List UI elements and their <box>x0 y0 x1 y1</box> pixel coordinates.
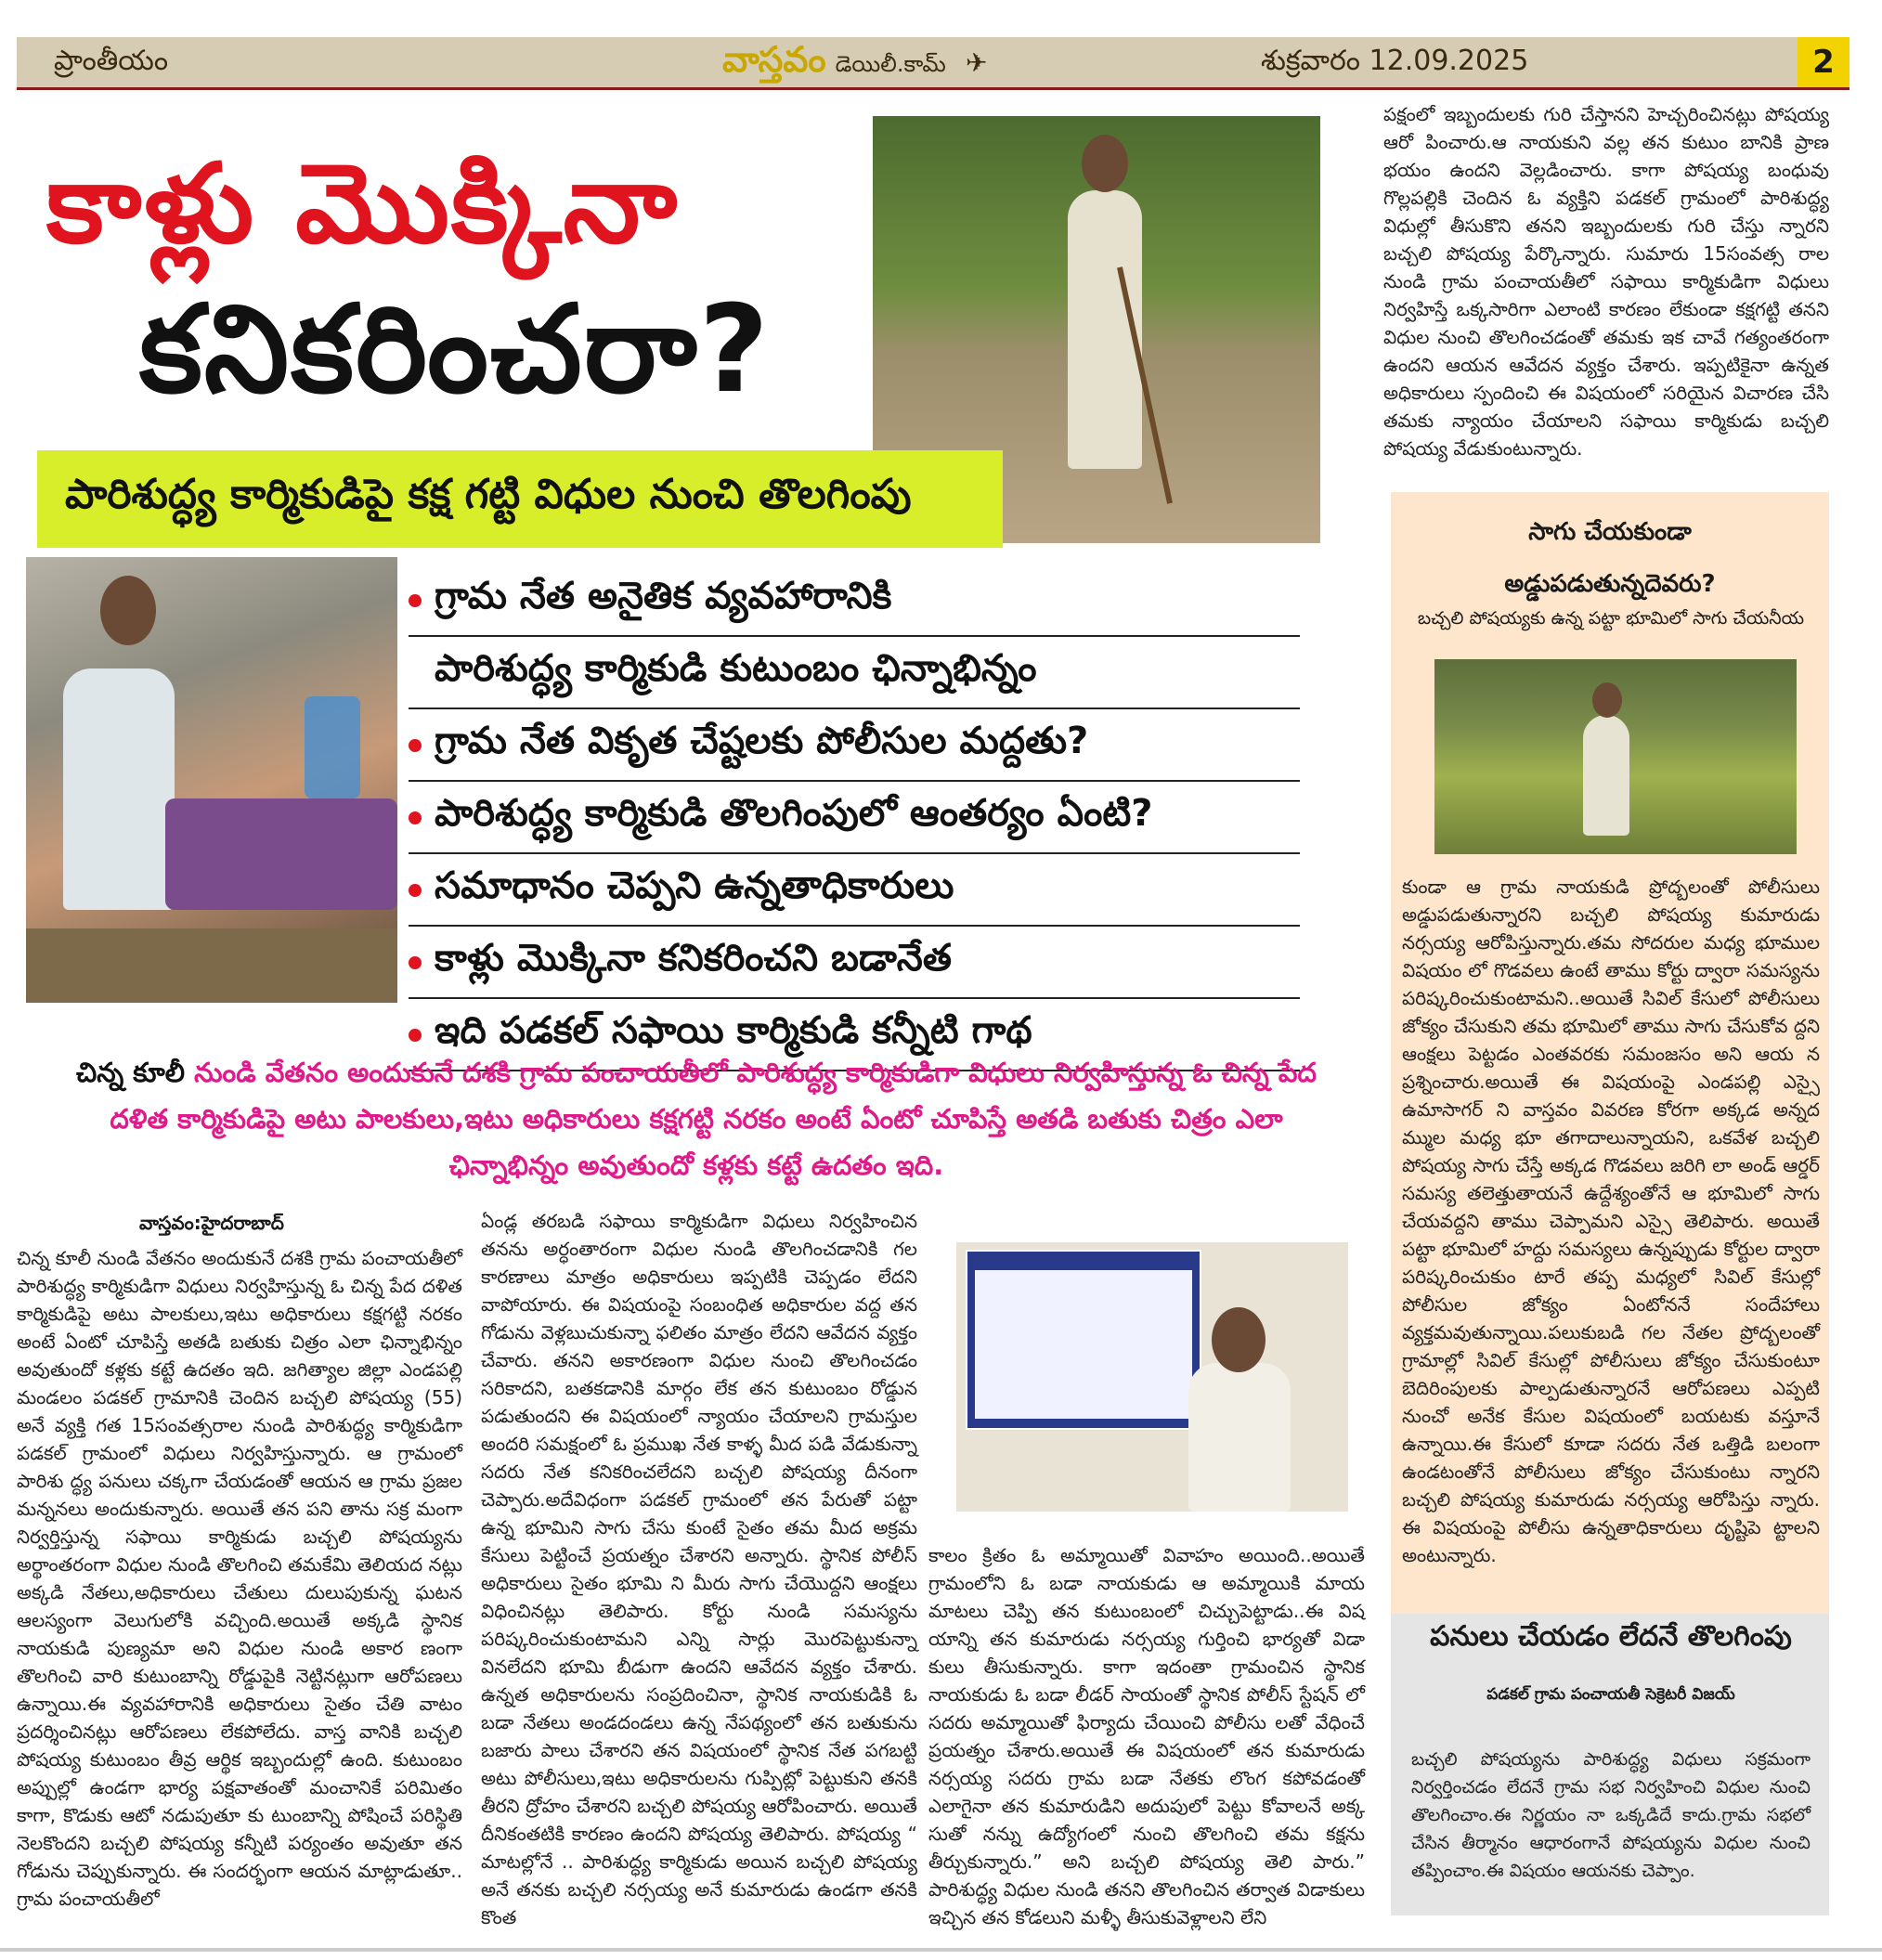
secretary-quote-byline: పడకల్ గ్రామ పంచాయతీ సెక్రెటరీ విజయ్ <box>1486 1685 1735 1704</box>
bullet-item: సమాధానం చెప్పని ఉన్నతాధికారులు <box>409 856 1300 927</box>
page-number-badge: 2 <box>1798 37 1850 87</box>
secretary-quote-text: బచ్చలి పోషయ్యను పారిశుద్ధ్య విధులు సక్రమంగా నిర్వర్తించడం లేదనే గ్రామ సభ నిర్వహించి విధుల నుంచి తొలగించాం.ఈ నిర్ణయం నా ఒక్కడిదే కాదు.గ్రామ సభలో చేసిన తీర్మానం ఆధారంగానే పోషయ్యను విధుల నుంచి తప్పించాం.ఈ విషయం ఆయనకు చెప్పాం. <box>1411 1749 1811 1881</box>
notice-board <box>966 1250 1201 1430</box>
bullet-list <box>409 566 1300 1073</box>
bird-icon: ✈ <box>966 47 988 78</box>
body-column-right-top: పక్షంలో ఇబ్బందులకు గురి చేస్తానని హెచ్చరించినట్లు పోషయ్య ఆరో పించారు.ఆ నాయకుని వల్ల తన కుటుం బానికి ప్రాణ భయం ఉందని వెల్లడించారు. కాగా పోషయ్య బంధువు గొల్లపల్లికి చెందిన ఓ వ్యక్తిని పడకల్ గ్రామంలో పారిశుద్ధ్య విధుల్లో తీసుకొని తనని ఇబ్బందులకు గురి చేస్తు న్నారని బచ్చలి పోషయ్య పేర్కొన్నారు. సుమారు 15సంవత్స రాల నుండి గ్రామ పంచాయతీలో సఫాయి కార్మికుడిగా విధులు నిర్వహిస్తే ఒక్కసారిగా ఎలాంటి కారణం లేకుండా కక్షగట్టి తనని విధుల నుంచి తొలగించడంతో తమకు ఇక చావే గత్యంతరంగా ఉందని ఆయన ఆవేదన వ్యక్తం చేశారు. ఇప్పటికైనా ఉన్నత అధికారులు స్పందించి ఈ విషయంలో సరియైన విచారణ చేసి తమకు న్యాయం చేయాలని సఫాయి కార్మికుడు బచ్చలి పోషయ్య వేడుకుంటున్నారు. <box>1383 103 1829 460</box>
intro-lead: చిన్న కూలీ <box>75 1057 186 1088</box>
bullet-item: గ్రామ నేత అనైతిక వ్యవహారానికి <box>409 566 1300 637</box>
headline-line-1: కాళ్లు మొక్కినా <box>46 139 680 267</box>
sidebar-title: సాగు చేయకుండా అడ్డుపడుతున్నదెవరు? <box>1504 518 1716 598</box>
secretary-quote-title: పనులు చేయడం లేదనే తొలగింపు <box>1430 1620 1792 1653</box>
masthead-bar <box>17 37 1850 90</box>
photo-worker-in-field <box>1434 659 1797 854</box>
intro-text: నుండి వేతనం అందుకునే దశకి గ్రామ పంచాయతీలో పారిశుద్ధ్య కార్మికుడిగా విధులు నిర్వహిస్తున్న ఓ చిన్న పేద దళిత కార్మికుడిపై అటు పాలకులు,ఇటు అధికారులు కక్షగట్టి నరకం అంటే ఏంటో చూపిస్తే అతడి బతుకు చిత్రం ఎలా ఛిన్నాభిన్నం అవుతుందో కళ్లకు కట్టే ఉదతం ఇది. <box>110 1057 1317 1181</box>
bullet-dot-icon <box>409 811 422 824</box>
issue-date: శుక్రవారం 12.09.2025 <box>1261 45 1529 77</box>
photo-family-on-cot <box>26 557 397 1003</box>
divider <box>0 1948 1882 1952</box>
byline: వాస్తవం:హైదరాబాద్ <box>139 1212 284 1234</box>
body-column-3: కాలం క్రితం ఓ అమ్మాయితో వివాహం అయింది..అయితే గ్రామంలోని ఓ బడా నాయకుడు ఆ అమ్మాయికి మాయ మాటలు చెప్పి తన కుటుంబంలో చిచ్చుపెట్టాడు..ఈ విష యాన్ని తన కుమారుడు నర్సయ్య గుర్తించి భార్యతో విడా కులు తీసుకున్నారు. కాగా ఇదంతా గ్రామంచిన స్థానిక నాయకుడు ఓ బడా లీడర్ సాయంతో స్థానిక పోలీస్ స్టేషన్ లో సదరు అమ్మాయితో ఫిర్యాదు చేయించి పోలీసు లతో వేధించే ప్రయత్నం చేశారు.అయితే ఈ విషయంలో తన కుమారుడు నర్సయ్య సదరు గ్రామ బడా నేతకు లొంగ కపోవడంతో ఎలాగైనా తన కుమారుడిని అదుపులో పెట్టు కోవాలనే అక్క సుతో నన్ను ఉద్యోగంలో నుంచి తొలగించి తమ కక్షను తీర్చుకున్నారు.” అని బచ్చలి పోషయ్య తెలి పారు.” పారిశుద్ధ్య విధుల నుండి తనని తొలగించిన తర్వాత విడాకులు ఇచ్చిన తన కోడలుని మళ్ళీ తీసుకువెళ్లాలని లేని <box>928 1544 1365 1928</box>
headline-line-2: కనికరించరా? <box>139 279 772 420</box>
photo-worker-at-board <box>956 1242 1348 1512</box>
bullet-item: పారిశుద్ధ్య కార్మికుడి కుటుంబం ఛిన్నాభిన్నం <box>409 639 1300 709</box>
bullet-item: పారిశుద్ధ్య కార్మికుడి తొలగింపులో ఆంతర్యం ఏంటి? <box>409 784 1300 854</box>
brand-suffix: డెయిలీ.కామ్ <box>835 51 946 77</box>
bullet-dot-icon <box>409 884 422 897</box>
bullet-item: కాళ్లు మొక్కినా కనికరించని బడానేత <box>409 928 1300 999</box>
bullet-dot-icon <box>409 956 422 969</box>
brand-name: వాస్తవం <box>722 39 826 80</box>
bullet-item: ఇది పడకల్ సఫాయి కార్మికుడి కన్నీటి గాథ <box>409 1001 1300 1071</box>
bullet-dot-icon <box>409 1029 422 1042</box>
sidebar-text: కుండా ఆ గ్రామ నాయకుడి ప్రోద్బలంతో పోలీసులు అడ్డుపడుతున్నారని బచ్చలి పోషయ్య కుమారుడు నర్సయ్య ఆరోపిస్తున్నారు.తమ సోదరుల మధ్య భూముల విషయం లో గొడవలు ఉంటే తాము కోర్టు ద్వారా సమస్యను పరిష్కరించుకుంటామని..అయితే సివిల్ కేసులో పోలీసులు జోక్యం చేసుకుని తమ భూమిలో తాము సాగు చేసుకోవ ద్దని ఆంక్షలు పెట్టడం ఎంతవరకు సమంజసం అని ఆయ న ప్రశ్నించారు.అయితే ఈ విషయంపై ఎండపల్లి ఎస్సై ఉమాసాగర్ ని వాస్తవం వివరణ కోరగా అక్కడ అన్నద మ్ముల మధ్య భూ తగాదాలున్నాయని, ఒకవేళ బచ్చలి పోషయ్య సాగు చేస్తే అక్కడ గొడవలు జరిగి లా అండ్ ఆర్డర్ సమస్య తలెత్తుతాయనే ఉద్దేశ్యంతోనే ఆ భూమిలో సాగు చేయవద్దని తాము చెప్పామని ఎస్సై తెలిపారు. అయితే పట్టా భూమిలో హద్దు సమస్యలు ఉన్నప్పుడు కోర్టుల ద్వారా పరిష్కరించుకుం టారే తప్ప మధ్యలో సివిల్ కేసుల్లో పోలీసుల జోక్యం ఏంటోననే సందేహాలు వ్యక్తమవుతున్నాయి.పలుకుబడి గల నేతల ప్రోద్బలంతో గ్రామాల్లో సివిల్ కేసుల్లో పోలీసులు జోక్యం చేసుకుంటూ బెదిరింపులకు పాల్పడుతున్నారనే ఆరోపణలు ఎప్పటి నుంచో అనేక కేసుల విషయంలో బయటకు వస్తూనే ఉన్నాయి.ఈ కేసులో కూడా సదరు నేత ఒత్తిడి బలంగా ఉండటంతోనే పోలీసులు జోక్యం చేసుకుంటు న్నారని బచ్చలి పోషయ్య కుమారుడు నర్సయ్య ఆరోపిస్తు న్నారు. ఈ విషయంపై పోలీసు ఉన్నతాధికారులు దృష్టిపె ట్టాలని అంటున్నారు. <box>1402 876 1820 1566</box>
intro-paragraph <box>74 1049 1318 1188</box>
bullet-dot-icon <box>409 739 422 752</box>
brand-logo <box>722 39 988 89</box>
section-label: ప్రాంతీయం <box>54 45 169 77</box>
sidebar-subtitle: బచ్చలి పోషయ్యకు ఉన్న పట్టా భూమిలో సాగు చేయనీయ <box>1417 608 1805 629</box>
bullet-dot-icon <box>409 594 422 607</box>
body-column-2: ఏండ్ల తరబడి సఫాయి కార్మికుడిగా విధులు నిర్వహించిన తనను అర్ధంతారంగా విధుల నుండి తొలగించడానికి గల కారణాలు మాత్రం అధికారులు ఇప్పటికి చెప్పడం లేదని వాపోయారు. ఈ విషయంపై సంబంధిత అధికారుల వద్ద తన గోడును వెళ్లబుచుకున్నా ఫలితం మాత్రం లేదని ఆవేదన వ్యక్తం చేవారు. తనని అకారణంగా విధుల నుంచి తొలగించడం సరికాదని, బతకడానికి మార్గం లేక తన కుటుంబం రోడ్డున పడుతుందని ఈ విషయంలో న్యాయం చేయాలని గ్రామస్తుల అందరి సమక్షంలో ఓ ప్రముఖ నేత కాళ్ళ మీద పడి వేడుకున్నా సదరు నేత కనికరించలేదని బచ్చలి పోషయ్య దీనంగా చెప్పారు.అదేవిధంగా పడకల్ గ్రామంలో తన పేరుతో పట్టా ఉన్న భూమిని సాగు చేసు కుంటే సైతం తమ మీద అక్రమ కేసులు పెట్టించే ప్రయత్నం చేశారని అన్నారు. స్థానిక పోలీస్ అధికారులు సైతం భూమి ని మీరు సాగు చేయొద్దని ఆంక్షలు విధించినట్లు తెలిపారు. కోర్టు నుండి సమస్యను పరిష్కరించుకుంటామని ఎన్ని సార్లు మొరపెట్టుకున్నా వినలేదని భూమి బీడుగా ఉందని ఆవేదన వ్యక్తం చేశారు. ఉన్నత అధికారులను సంప్రదించినా, స్థానిక నాయకుడికి ఓ బడా నేతలు అండదండలు ఉన్న నేపథ్యంలో తన బతుకును బజారు పాలు చేశారని తన విషయంలో స్థానిక నేత పగబట్టి అటు పోలీసులు,ఇటు అధికారులను గుప్పిట్లో పెట్టుకుని తనకి తీరని ద్రోహం చేశారని బచ్చలి పోషయ్య ఆరోపించారు. అయితే దీనికంతటికి కారణం ఉందని పోషయ్య తెలిపారు. పోషయ్య “ మాటల్లోనే .. పారిశుద్ధ్య కార్మికుడు అయిన బచ్చలి పోషయ్య అనే తనకు బచ్చలి నర్సయ్య అనే కుమారుడు ఉండగా తనకి కొంత <box>481 1210 917 1928</box>
body-column-1: చిన్న కూలీ నుండి వేతనం అందుకునే దశకి గ్రామ పంచాయతీలో పారిశుద్ధ్య కార్మికుడిగా విధులు నిర్వహిస్తున్న ఓ చిన్న పేద దళిత కార్మికుడిపై అటు పాలకులు,ఇటు అధికారులు కక్షగట్టి నరకం అంటే ఏంటో చూపిస్తే అతడి బతుకు చిత్రం ఎలా ఛిన్నాభిన్నం అవుతుందో కళ్లకు కట్టే ఉదతం ఇది. జగిత్యాల జిల్లా ఎండపల్లి మండలం పడకల్ గ్రామానికి చెందిన బచ్చలి పోషయ్య (55) అనే వ్యక్తి గత 15సంవత్సరాల నుండి పారిశుద్ధ్య కార్మికుడిగా పడకల్ గ్రామంలో విధులు నిర్వహిస్తున్నారు. ఆ గ్రామంలో పారిశు ద్ధ్య పనులు చక్కగా చేయడంతో ఆయన ఆ గ్రామ ప్రజల మన్ననలు అందుకున్నారు. అయితే తన పని తాను సక్ర మంగా నిర్వర్తిస్తున్న సఫాయి కార్మికుడు బచ్చలి పోషయ్యను అర్థాంతరంగా విధుల నుండి తొలగించి తమకేమి తెలియద నట్లు అక్కడి నేతలు,అధికారులు చేతులు దులుపుకున్న ఘటన ఆలస్యంగా వెలుగులోకి వచ్చింది.అయితే అక్కడి స్థానిక నాయకుడి పుణ్యమా అని విధుల నుండి అకార ణంగా తొలగించి వారి కుటుంబాన్ని రోడ్డుపైకి నెట్టినట్లుగా ఆరోపణలు ఉన్నాయి.ఈ వ్యవహారానికి అధికారులు సైతం చేతి వాటం ప్రదర్శించినట్లు ఆరోపణలు లేకపోలేదు. వాస్త వానికి బచ్చలి పోషయ్య కుటుంబం తీవ్ర ఆర్థిక ఇబ్బందుల్లో ఉంది. కుటుంబం అప్పుల్లో ఉండగా భార్య పక్షవాతంతో మంచానికే పరిమితం కాగా, కొడుకు ఆటో నడుపుతూ కు టుంబాన్ని పోషించే పరిస్థితి నెలకొందని బచ్చలి పోషయ్య కన్నీటి పర్యంతం అవుతూ తన గోడును చెప్పుకున్నారు. ఈ సందర్భంగా ఆయన మాట్లాడుతూ.. గ్రామ పంచాయతీలో <box>17 1247 462 1910</box>
subhead-text: పారిశుద్ధ్య కార్మికుడిపై కక్ష గట్టి విధుల నుంచి తొలగింపు <box>65 471 912 518</box>
subhead-band <box>37 450 1003 548</box>
bullet-item: గ్రామ నేత వికృత చేష్టలకు పోలీసుల మద్దతు? <box>409 711 1300 782</box>
